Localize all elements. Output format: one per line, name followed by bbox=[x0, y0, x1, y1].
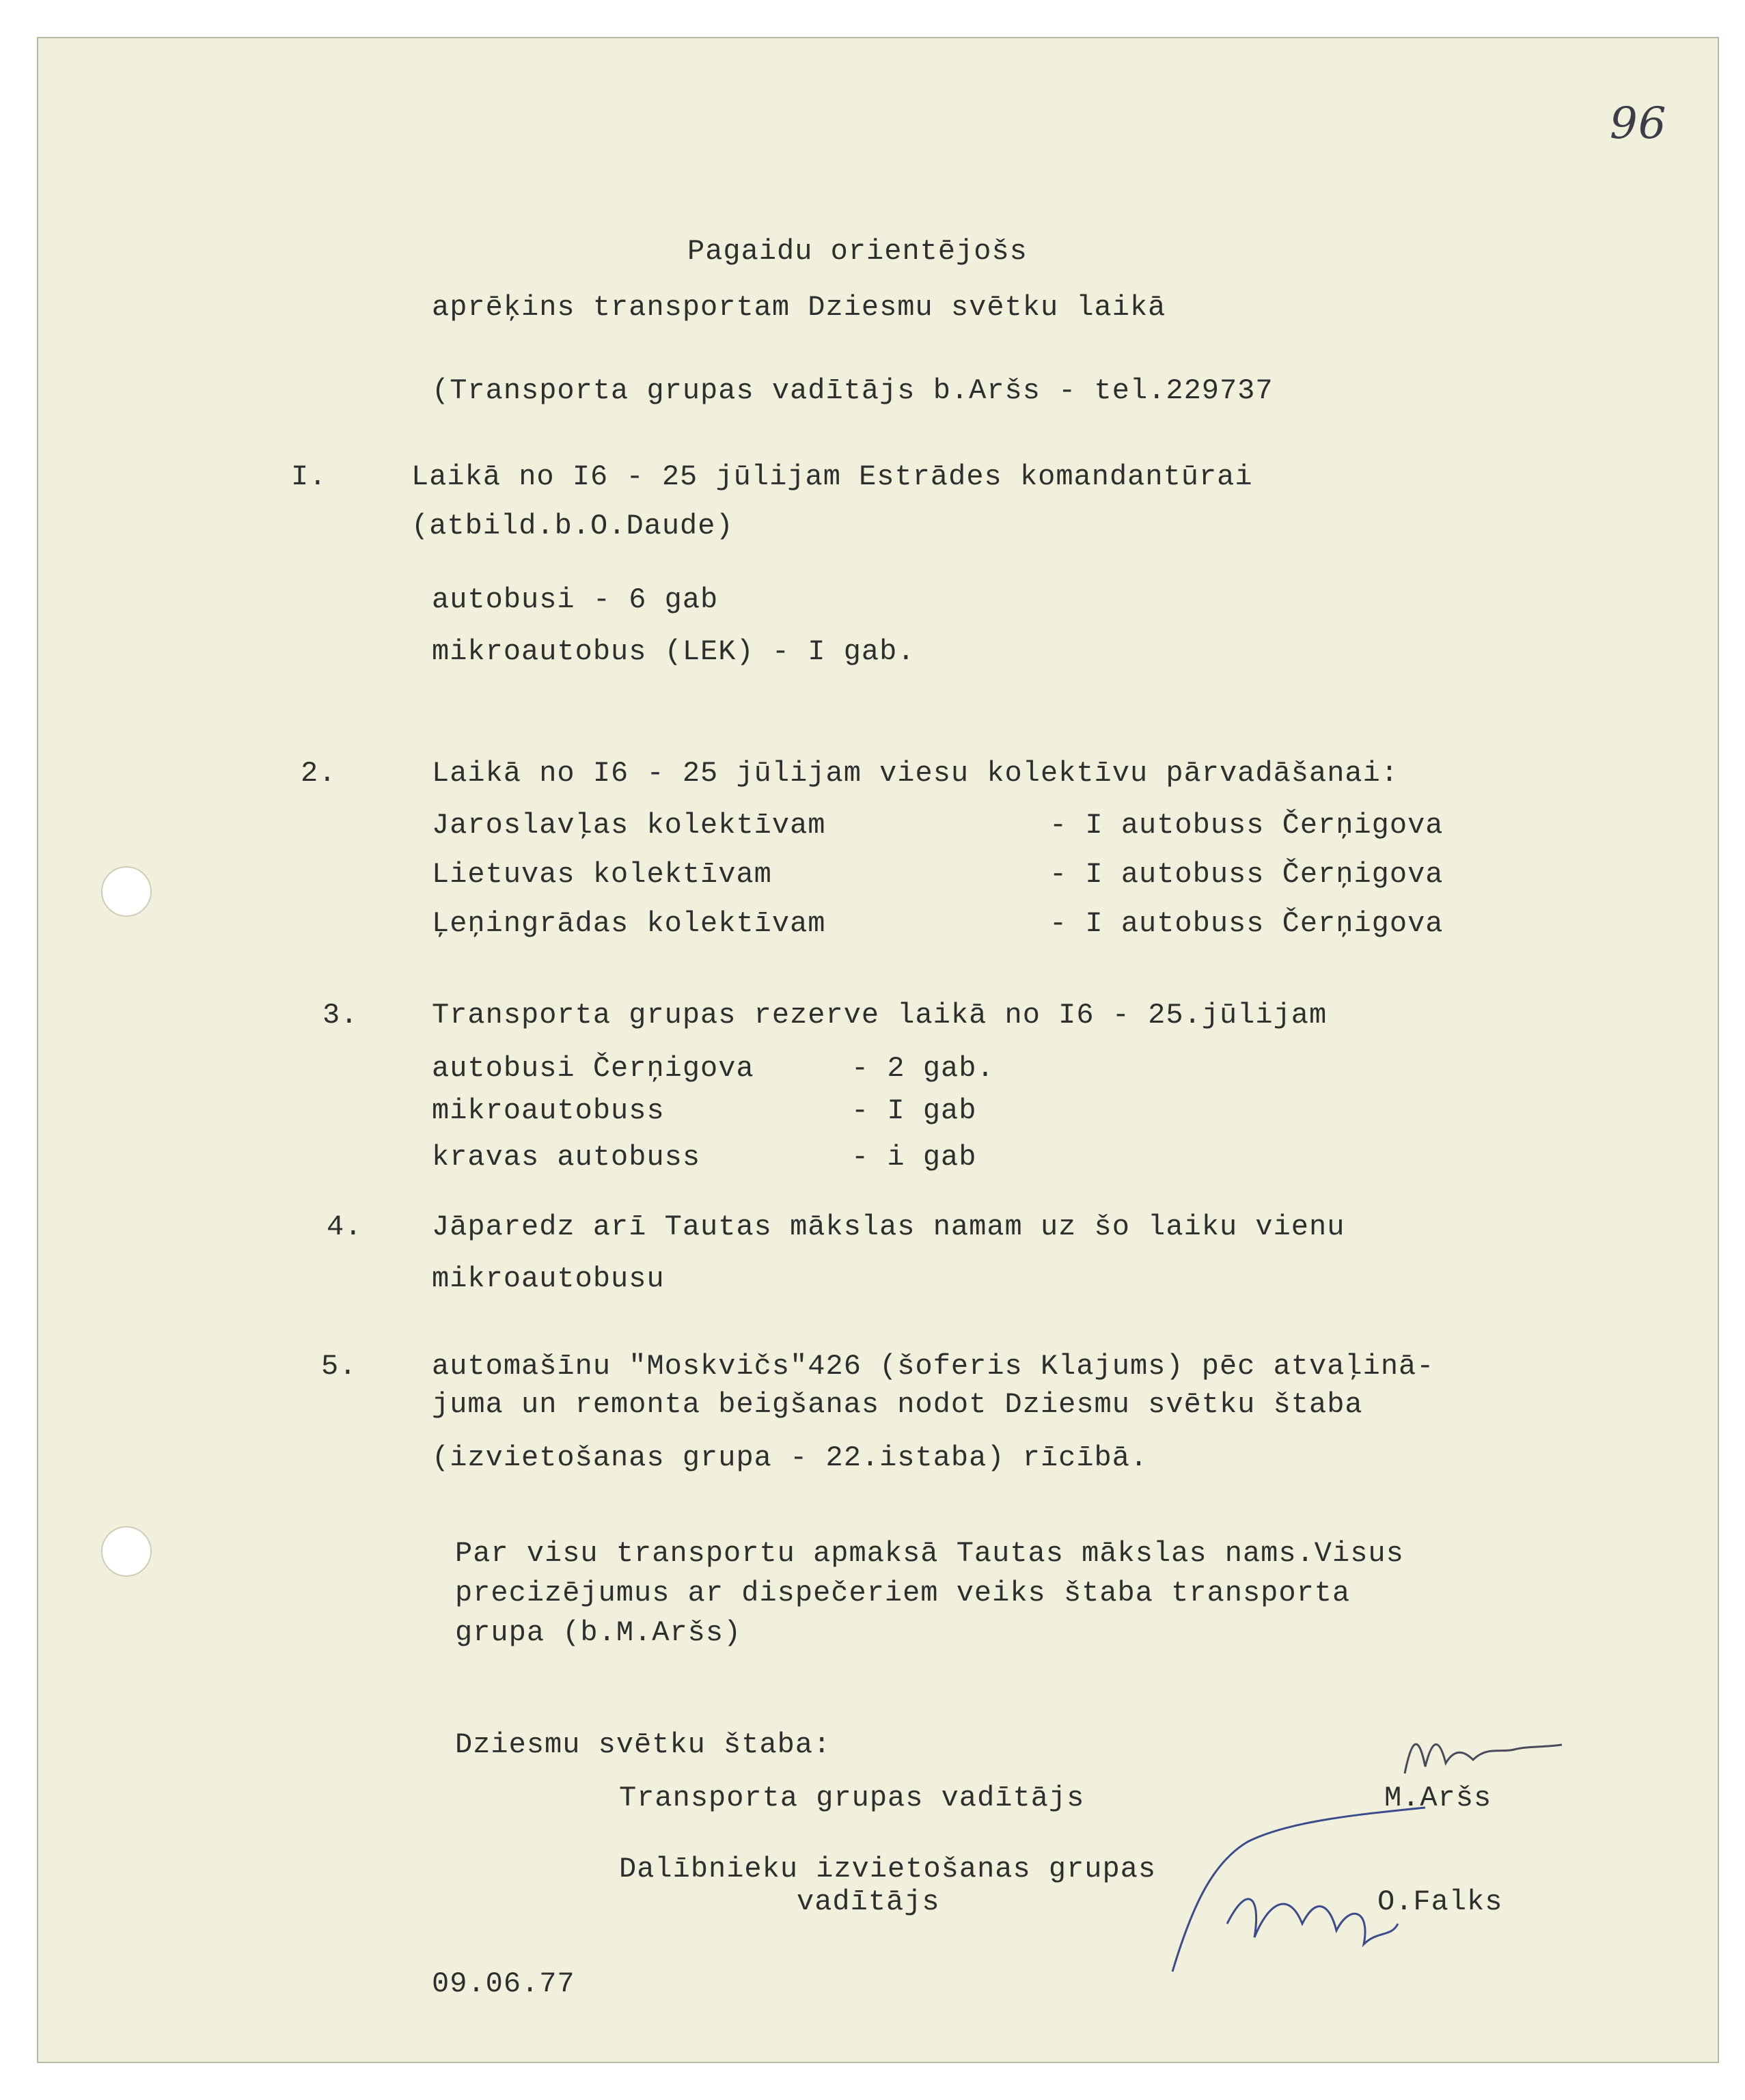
section-3-row-2-left: mikroautobuss bbox=[432, 1094, 665, 1127]
section-1-number: I. bbox=[291, 460, 327, 493]
title-line-1: Pagaidu orientējošs bbox=[687, 235, 1028, 268]
section-4-line-1: Jāparedz arī Tautas mākslas namam uz šo laiku vienu bbox=[432, 1211, 1345, 1243]
section-5-line-2: juma un remonta beigšanas nodot Dziesmu svētku štaba bbox=[432, 1388, 1363, 1421]
signature-ars bbox=[1398, 1726, 1576, 1787]
section-3-row-1-right: - 2 gab. bbox=[851, 1052, 995, 1085]
payment-note-line-3: grupa (b.M.Aršs) bbox=[455, 1616, 742, 1649]
punch-hole-bottom bbox=[101, 1526, 152, 1577]
page-number: 96 bbox=[1610, 98, 1667, 149]
payment-note-line-1: Par visu transportu apmaksā Tautas mākslas nams.Visus bbox=[455, 1537, 1404, 1570]
document-date: 09.06.77 bbox=[432, 1967, 575, 2000]
payment-note-line-2: precizējumus ar dispečeriem veiks štaba transporta bbox=[455, 1577, 1351, 1609]
section-1-item-2: mikroautobus (LEK) - I gab. bbox=[432, 635, 916, 668]
section-3-row-3-left: kravas autobuss bbox=[432, 1141, 701, 1174]
transport-role: Transporta grupas vadītājs bbox=[619, 1782, 1085, 1814]
section-4-number: 4. bbox=[327, 1211, 363, 1243]
section-1-line-2: (atbild.b.O.Daude) bbox=[411, 510, 734, 542]
transport-name: M.Aršs bbox=[1384, 1782, 1492, 1814]
section-3-row-1-left: autobusi Čerņigova bbox=[432, 1052, 754, 1085]
document-page bbox=[37, 37, 1719, 2063]
title-line-2: aprēķins transportam Dziesmu svētku laikā bbox=[432, 291, 1166, 324]
section-2-row-2-right: - I autobuss Čerņigova bbox=[1049, 858, 1444, 891]
section-3-number: 3. bbox=[322, 999, 359, 1032]
punch-hole-top bbox=[101, 866, 152, 917]
section-2-row-1-right: - I autobuss Čerņigova bbox=[1049, 809, 1444, 842]
signatures-header: Dziesmu svētku štaba: bbox=[455, 1728, 832, 1761]
section-1-line-1: Laikā no I6 - 25 jūlijam Estrādes komandantūrai bbox=[411, 460, 1253, 493]
section-2-row-2-left: Lietuvas kolektīvam bbox=[432, 858, 772, 891]
section-2-number: 2. bbox=[301, 757, 337, 790]
section-2-row-3-right: - I autobuss Čerņigova bbox=[1049, 907, 1444, 940]
section-5-line-3: (izvietošanas grupa - 22.istaba) rīcībā. bbox=[432, 1441, 1149, 1474]
section-3-row-2-right: - I gab bbox=[851, 1094, 977, 1127]
section-2-row-3-left: Ļeņingrādas kolektīvam bbox=[432, 907, 826, 940]
placement-name: O.Falks bbox=[1377, 1885, 1503, 1918]
section-2-line-1: Laikā no I6 - 25 jūlijam viesu kolektīvu pārvadāšanai: bbox=[432, 757, 1399, 790]
section-3-row-3-right: - i gab bbox=[851, 1141, 977, 1174]
section-3-line-1: Transporta grupas rezerve laikā no I6 - 25.jūlijam bbox=[432, 999, 1328, 1032]
section-1-item-1: autobusi - 6 gab bbox=[432, 583, 719, 616]
placement-role-line-2: vadītājs bbox=[797, 1885, 940, 1918]
section-2-row-1-left: Jaroslavļas kolektīvam bbox=[432, 809, 826, 842]
placement-role-line-1: Dalībnieku izvietošanas grupas bbox=[619, 1853, 1157, 1885]
contact-line: (Transporta grupas vadītājs b.Aršs - tel.229737 bbox=[432, 374, 1274, 407]
signature-falks bbox=[1152, 1801, 1439, 1992]
section-4-line-2: mikroautobusu bbox=[432, 1262, 665, 1295]
section-5-number: 5. bbox=[321, 1350, 357, 1383]
section-5-line-1: automašīnu "Moskvičs"426 (šoferis Klajums) pēc atvaļinā- bbox=[432, 1350, 1435, 1383]
